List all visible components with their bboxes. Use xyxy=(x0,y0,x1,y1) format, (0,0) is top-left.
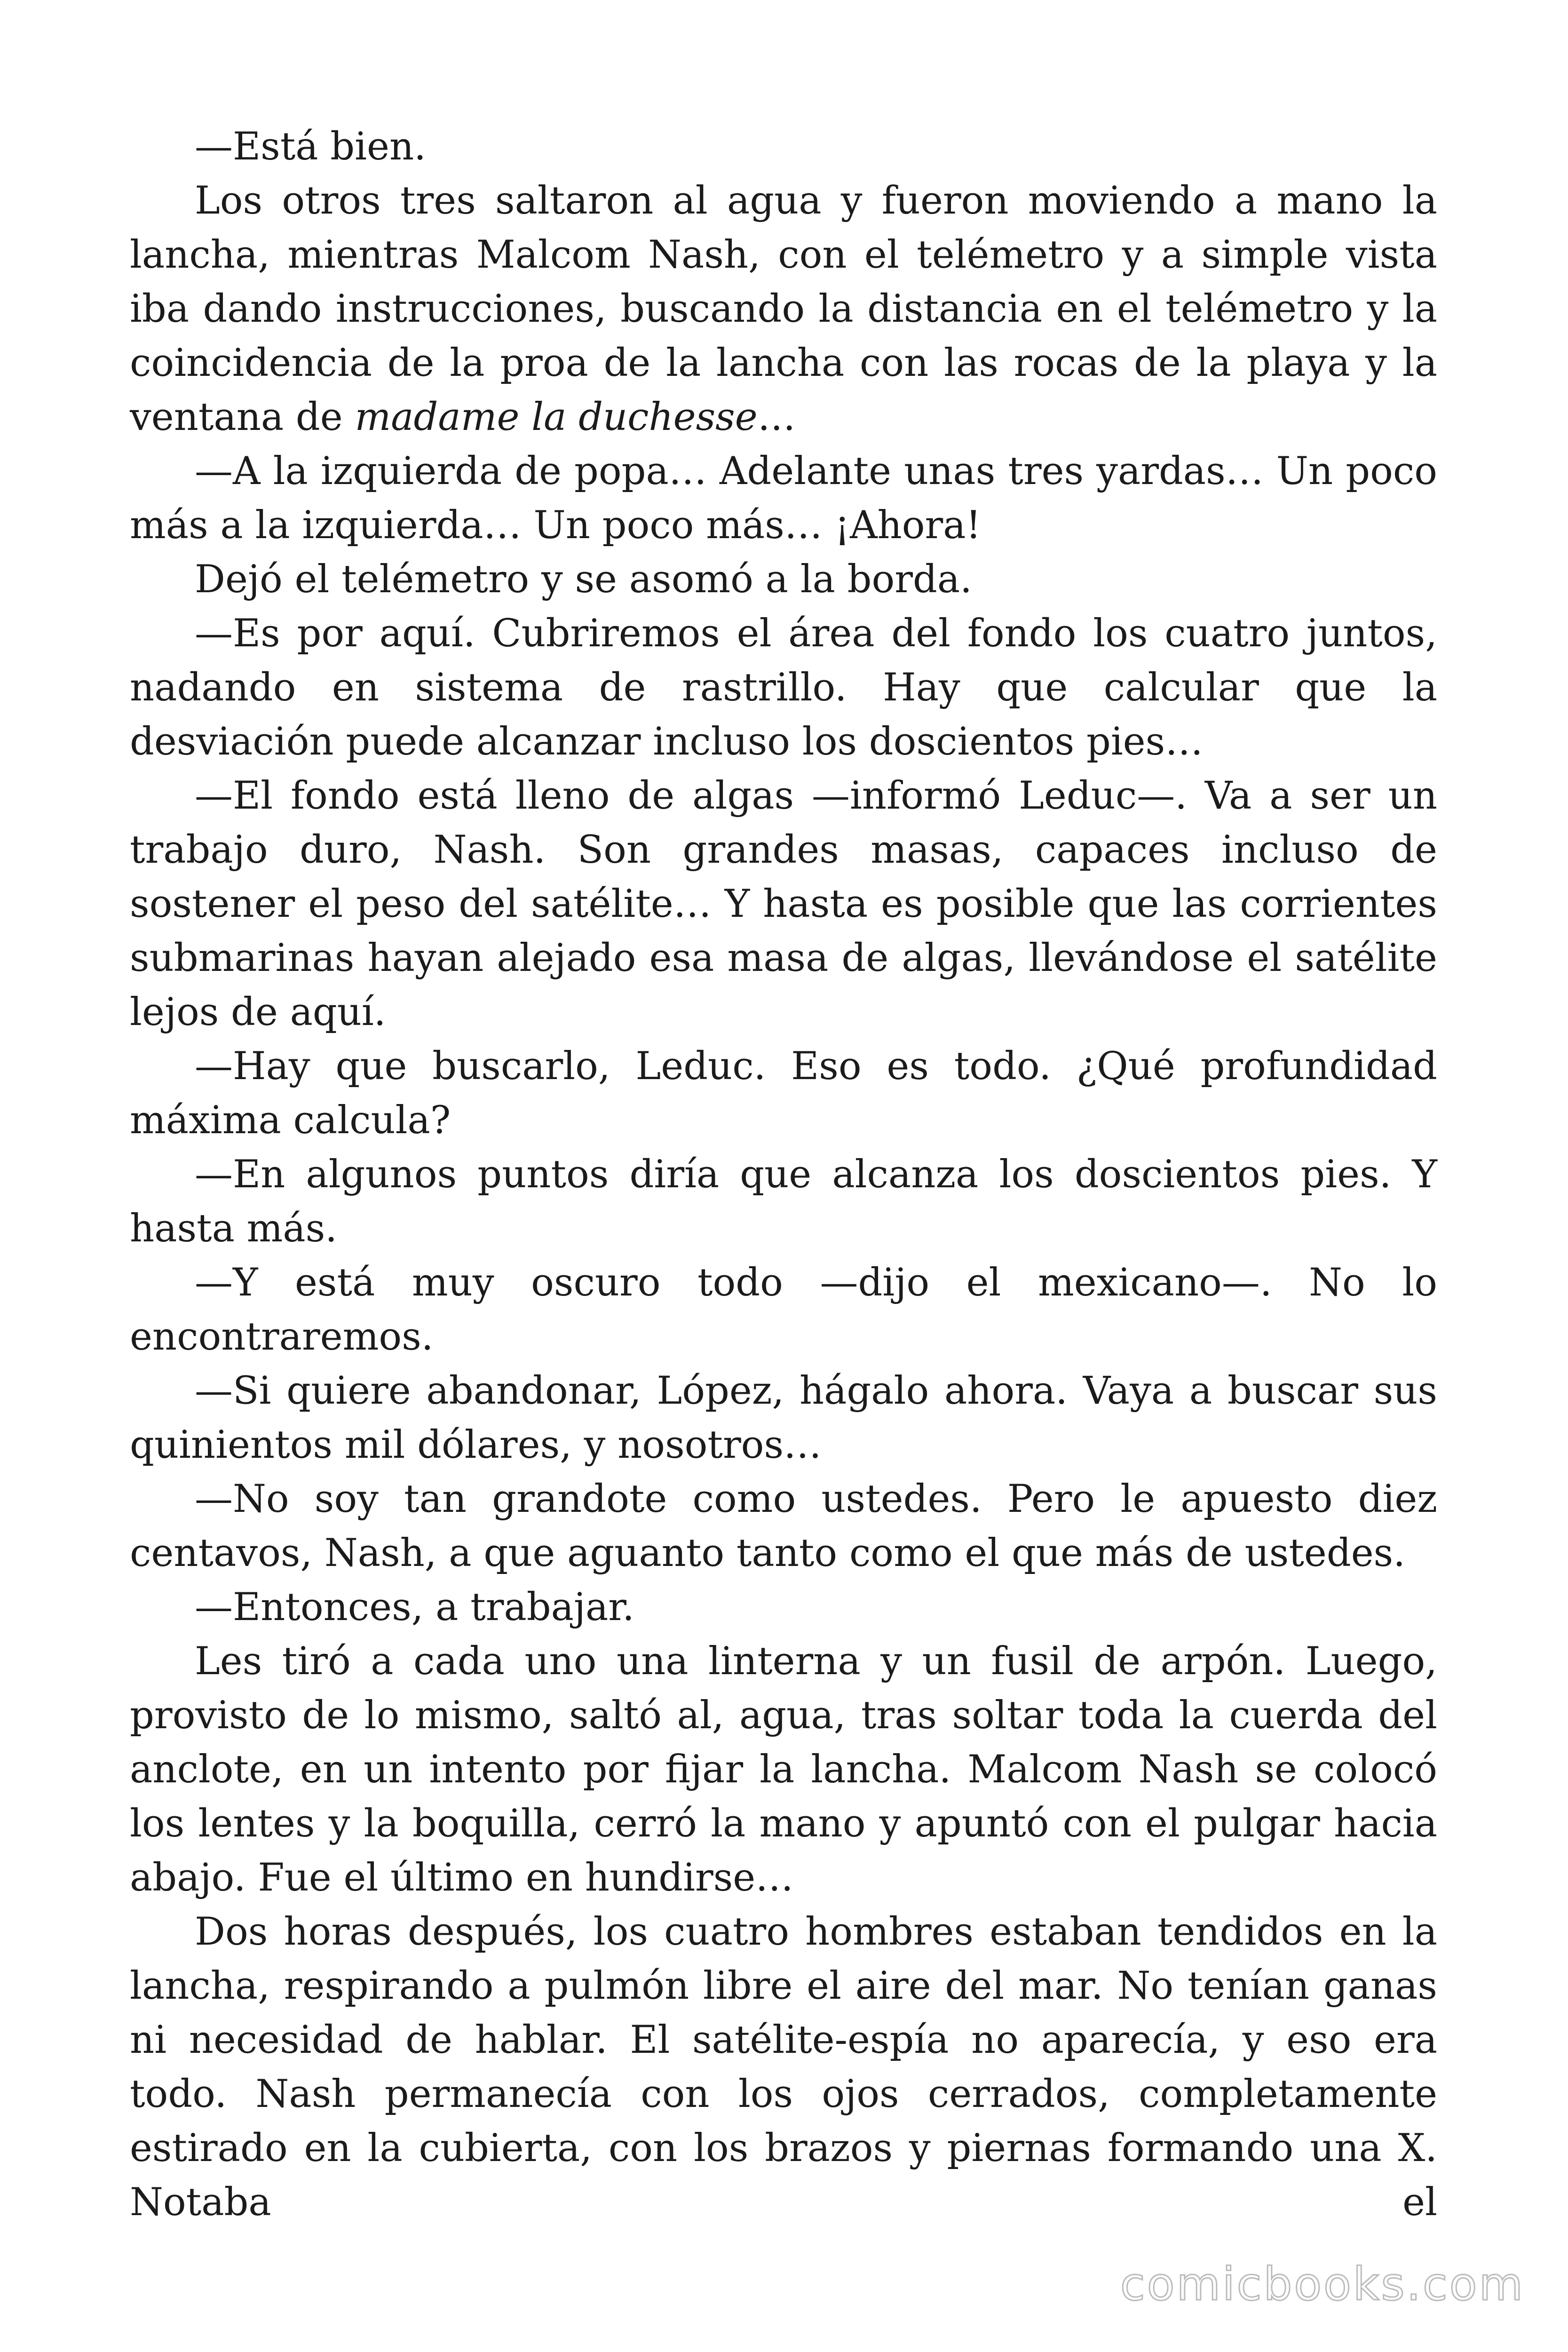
paragraph-2-italic: madame la duchesse xyxy=(355,395,758,439)
paragraph-2-text: Los otros tres saltaron al agua y fueron moviendo a mano la lancha, mientras Malcom Nash, con el telémetro y a simple vista iba dando instrucciones, buscando la distancia en el telémetro y la coincidencia de la proa de la lancha con las rocas de la playa y la ventana de xyxy=(130,179,1437,439)
paragraph-6: —El fondo está lleno de algas —informó Leduc—. Va a ser un trabajo duro, Nash. Son grandes masas, capaces incluso de sostener el peso del satélite… Y hasta es posible que las corrientes submarinas hayan alejado esa masa de algas, llevándose el satélite lejos de aquí. xyxy=(130,774,1437,1034)
paragraph-13: Les tiró a cada uno una linterna y un fusil de arpón. Luego, provisto de lo mismo, saltó al, agua, tras soltar toda la cuerda del anclote, en un intento por fijar la lancha. Malcom Nash se colocó los lentes y la boquilla, cerró la mano y apuntó con el pulgar hacia abajo. Fue el último en hundirse… xyxy=(130,1639,1437,1900)
paragraph-14: Dos horas después, los cuatro hombres estaban tendidos en la lancha, respirando a pulmón libre el aire del mar. No tenían ganas ni necesidad de hablar. El satélite-espía no aparecía, y eso era todo. Nash permanecía con los ojos cerrados, completamente estirado en la cubierta, con los brazos y piernas formando una X. Notaba el xyxy=(130,1910,1437,2225)
watermark: comicbooks.com xyxy=(1120,2258,1525,2311)
paragraph-2-end: … xyxy=(757,395,796,439)
paragraph-4: Dejó el telémetro y se asomó a la borda. xyxy=(195,557,972,602)
paragraph-9: —Y está muy oscuro todo —dijo el mexicano—. No lo encontraremos. xyxy=(130,1261,1437,1359)
paragraph-2 xyxy=(130,174,1437,445)
paragraph-8: —En algunos puntos diría que alcanza los doscientos pies. Y hasta más. xyxy=(130,1152,1437,1251)
paragraph-10: —Si quiere abandonar, López, hágalo ahora. Vaya a buscar sus quinientos mil dólares, y nosotros… xyxy=(130,1369,1437,1467)
page-text xyxy=(130,120,1437,2230)
paragraph-3: —A la izquierda de popa… Adelante unas tres yardas… Un poco más a la izquierda… Un poco más… ¡Ahora! xyxy=(130,449,1437,548)
paragraph-1: —Está bien. xyxy=(195,125,426,169)
paragraph-5: —Es por aquí. Cubriremos el área del fondo los cuatro juntos, nadando en sistema de rastrillo. Hay que calcular que la desviación puede alcanzar incluso los doscientos pies… xyxy=(130,612,1437,764)
paragraph-11: —No soy tan grandote como ustedes. Pero le apuesto diez centavos, Nash, a que aguanto tanto como el que más de ustedes. xyxy=(130,1477,1437,1575)
paragraph-7: —Hay que buscarlo, Leduc. Eso es todo. ¿Qué profundidad máxima calcula? xyxy=(130,1044,1437,1143)
paragraph-12: —Entonces, a trabajar. xyxy=(195,1585,634,1629)
